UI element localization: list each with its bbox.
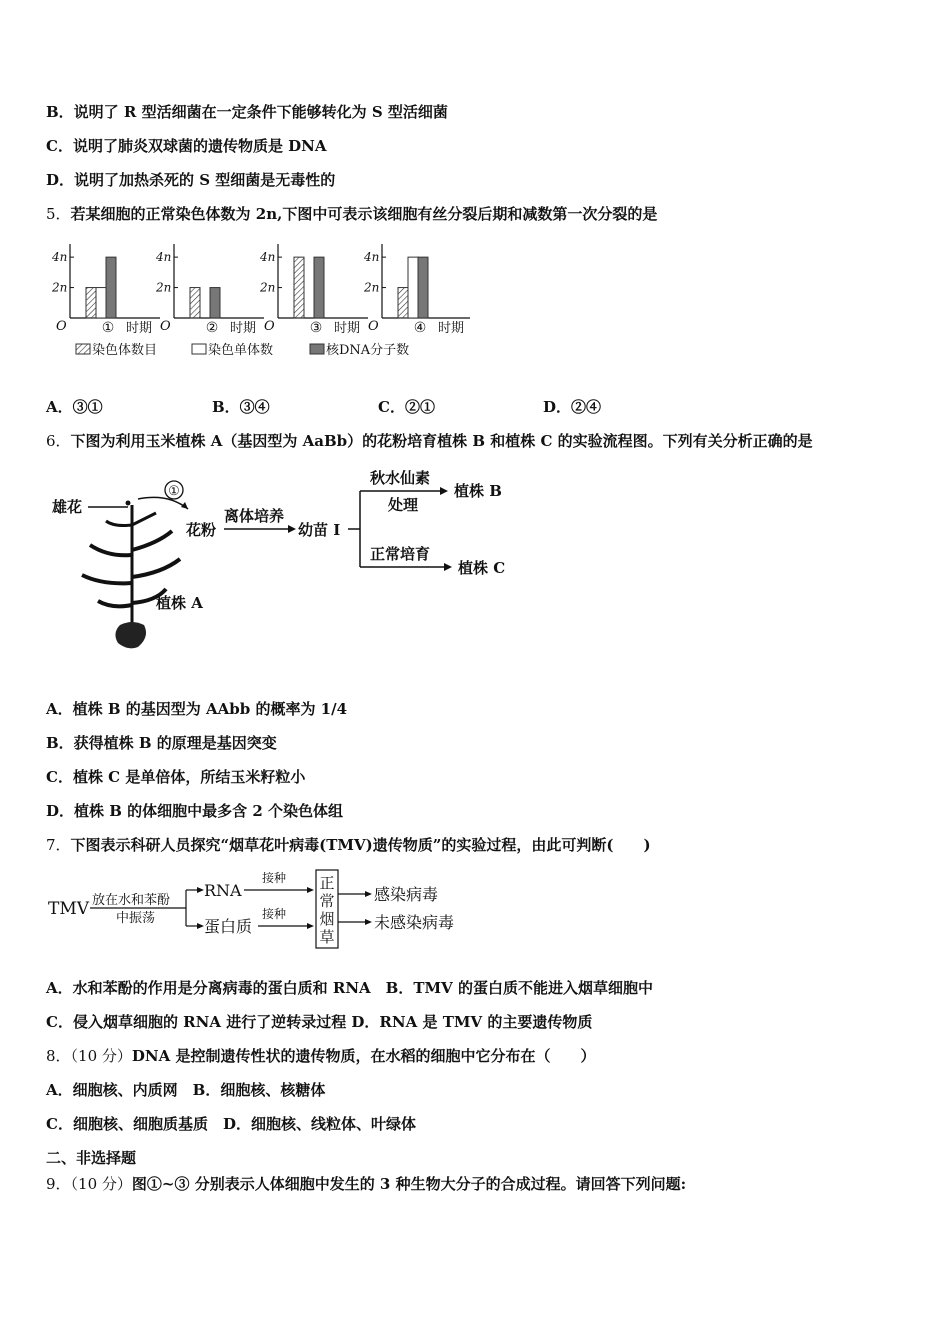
q9-text: 图①~③ 分别表示人体细胞中发生的 3 种生物大分子的合成过程。请回答下列问题:	[131, 1175, 687, 1193]
not-infected-label: 未感染病毒	[374, 913, 455, 932]
q9-stem	[46, 1174, 686, 1194]
q5-option-b: B．③④	[212, 398, 270, 416]
q8-score: （10 分）	[70, 1047, 132, 1065]
origin-label: O	[264, 319, 275, 334]
q7-options-cd: C．侵入烟草细胞的 RNA 进行了逆转录过程 D．RNA 是 TMV 的主要遗传物质	[46, 1013, 593, 1031]
corn-plant-icon	[82, 501, 180, 649]
step1-label: ①	[168, 484, 180, 499]
q4-option-c: C．说明了肺炎双球菌的遗传物质是 DNA	[46, 137, 327, 155]
origin-label: O	[160, 319, 171, 334]
period-label: ②	[205, 320, 219, 336]
y-tick-label: 2n	[364, 280, 380, 295]
normal-growth-label: 正常培育	[370, 545, 431, 563]
axis-label: 时期	[126, 321, 153, 336]
infected-label: 感染病毒	[374, 885, 439, 904]
rna-arrowhead	[197, 887, 204, 893]
bar-1	[398, 288, 408, 318]
treatment-line2: 中振荡	[116, 911, 156, 926]
y-tick-label: 4n	[52, 250, 68, 265]
period-label: ③	[309, 320, 323, 336]
q8-text: DNA 是控制遗传性状的遗传物质，在水稻的细胞中它分布在（ ）	[131, 1047, 596, 1065]
y-tick-label: 4n	[156, 250, 172, 265]
bar-3	[210, 288, 220, 318]
origin-label: O	[368, 319, 379, 334]
y-tick-label: 2n	[156, 280, 172, 295]
legend-swatch-chromatid	[192, 344, 206, 354]
q4-option-b: B．说明了 R 型活细菌在一定条件下能够转化为 S 型活细菌	[46, 103, 448, 121]
treatment-label: 处理	[388, 496, 419, 514]
treatment-line1: 放在水和苯酚	[92, 893, 171, 908]
bar-3	[106, 257, 116, 318]
inoculate-arrowhead-2	[307, 923, 314, 929]
axis-label: 时期	[334, 321, 361, 336]
q6-text: 下图为利用玉米植株 A（基因型为 AaBb）的花粉培育植株 B 和植株 C 的实验流程图。下列有关分析正确的是	[70, 432, 813, 450]
q6-option-a: A．植株 B 的基因型为 AAbb 的概率为 1/4	[46, 700, 348, 718]
protein-arrowhead	[197, 923, 204, 929]
legend-dna: 核DNA分子数	[326, 343, 410, 358]
tobacco-char-1: 正	[319, 874, 335, 892]
y-tick-label: 2n	[260, 280, 276, 295]
plant-c-label: 植株 C	[458, 559, 506, 577]
bar-1	[86, 288, 96, 318]
plant-b-label: 植株 B	[454, 482, 502, 500]
q6-option-b: B．获得植株 B 的原理是基因突变	[46, 734, 277, 752]
bar-1	[294, 257, 304, 318]
q8-options-cd: C．细胞核、细胞质基质 D．细胞核、线粒体、叶绿体	[46, 1115, 416, 1133]
period-label: ①	[101, 320, 115, 336]
rna-label: RNA	[204, 881, 242, 900]
culture-label: 离体培养	[224, 507, 285, 525]
legend-swatch-chromosome	[76, 344, 90, 354]
protein-label: 蛋白质	[204, 917, 253, 936]
plant-a-label: 植株 A	[156, 594, 203, 612]
q8-number: 8．	[46, 1047, 71, 1065]
legend-chromatid: 染色单体数	[208, 343, 274, 358]
q5-option-a: A．③①	[46, 398, 103, 416]
q7-stem	[46, 835, 651, 855]
axis-label: 时期	[438, 321, 465, 336]
q5-text: 若某细胞的正常染色体数为 2n,下图中可表示该细胞有丝分裂后期和减数第一次分裂的是	[70, 205, 658, 223]
q4-option-d: D．说明了加热杀死的 S 型细菌是无毒性的	[46, 171, 336, 189]
q6-option-c: C．植株 C 是单倍体，所结玉米籽粒小	[46, 768, 306, 786]
q6-stem	[46, 431, 813, 451]
tmv-label: TMV	[48, 899, 90, 919]
tobacco-char-4: 草	[319, 928, 335, 946]
q6-option-d: D．植株 B 的体细胞中最多含 2 个染色体组	[46, 802, 344, 820]
q7-options-ab: A．水和苯酚的作用是分离病毒的蛋白质和 RNA B．TMV 的蛋白质不能进入烟草细胞中	[46, 979, 653, 997]
q5-stem	[46, 204, 657, 224]
q7-experiment-diagram	[48, 866, 468, 956]
y-tick-label: 4n	[364, 250, 380, 265]
q5-option-c: C．②①	[378, 398, 435, 416]
q6-number: 6．	[46, 432, 71, 450]
q7-text: 下图表示科研人员探究“烟草花叶病毒(TMV)遗传物质”的实验过程，由此可判断( )	[70, 836, 651, 854]
male-flower-label: 雄花	[52, 498, 83, 516]
y-tick-label: 4n	[260, 250, 276, 265]
legend-chromosome: 染色体数目	[92, 343, 158, 358]
top-branch-arrowhead	[440, 487, 448, 495]
bar-2	[96, 288, 106, 318]
tobacco-char-3: 烟	[319, 910, 335, 928]
q9-number: 9．	[46, 1175, 71, 1193]
inoculate-label-2: 接种	[262, 907, 287, 921]
inoculate-label-1: 接种	[262, 871, 287, 885]
colchicine-label: 秋水仙素	[370, 469, 431, 487]
q6-flow-diagram	[48, 465, 518, 665]
bar-1	[190, 288, 200, 318]
bar-2	[408, 257, 418, 318]
origin-label: O	[56, 319, 67, 334]
bar-3	[418, 257, 428, 318]
culture-arrowhead	[288, 525, 296, 533]
result-arrowhead-1	[365, 891, 372, 897]
pollen-label: 花粉	[186, 521, 217, 539]
bottom-branch-arrowhead	[444, 563, 452, 571]
section-heading: 二、非选择题	[46, 1149, 137, 1167]
q9-score: （10 分）	[70, 1175, 132, 1193]
q5-bar-charts	[50, 240, 470, 370]
axis-label: 时期	[230, 321, 257, 336]
y-tick-label: 2n	[52, 280, 68, 295]
q7-number: 7．	[46, 836, 71, 854]
q8-stem	[46, 1046, 596, 1066]
q5-option-d: D．②④	[543, 398, 602, 416]
tobacco-char-2: 常	[319, 892, 335, 910]
legend-swatch-dna	[310, 344, 324, 354]
inoculate-arrowhead-1	[307, 887, 314, 893]
q8-options-ab: A．细胞核、内质网 B．细胞核、核糖体	[46, 1081, 326, 1099]
bar-3	[314, 257, 324, 318]
period-label: ④	[413, 320, 427, 336]
result-arrowhead-2	[365, 919, 372, 925]
seedling-label: 幼苗 I	[298, 521, 341, 539]
q5-number: 5．	[46, 205, 71, 223]
step1-arrow	[138, 497, 188, 509]
